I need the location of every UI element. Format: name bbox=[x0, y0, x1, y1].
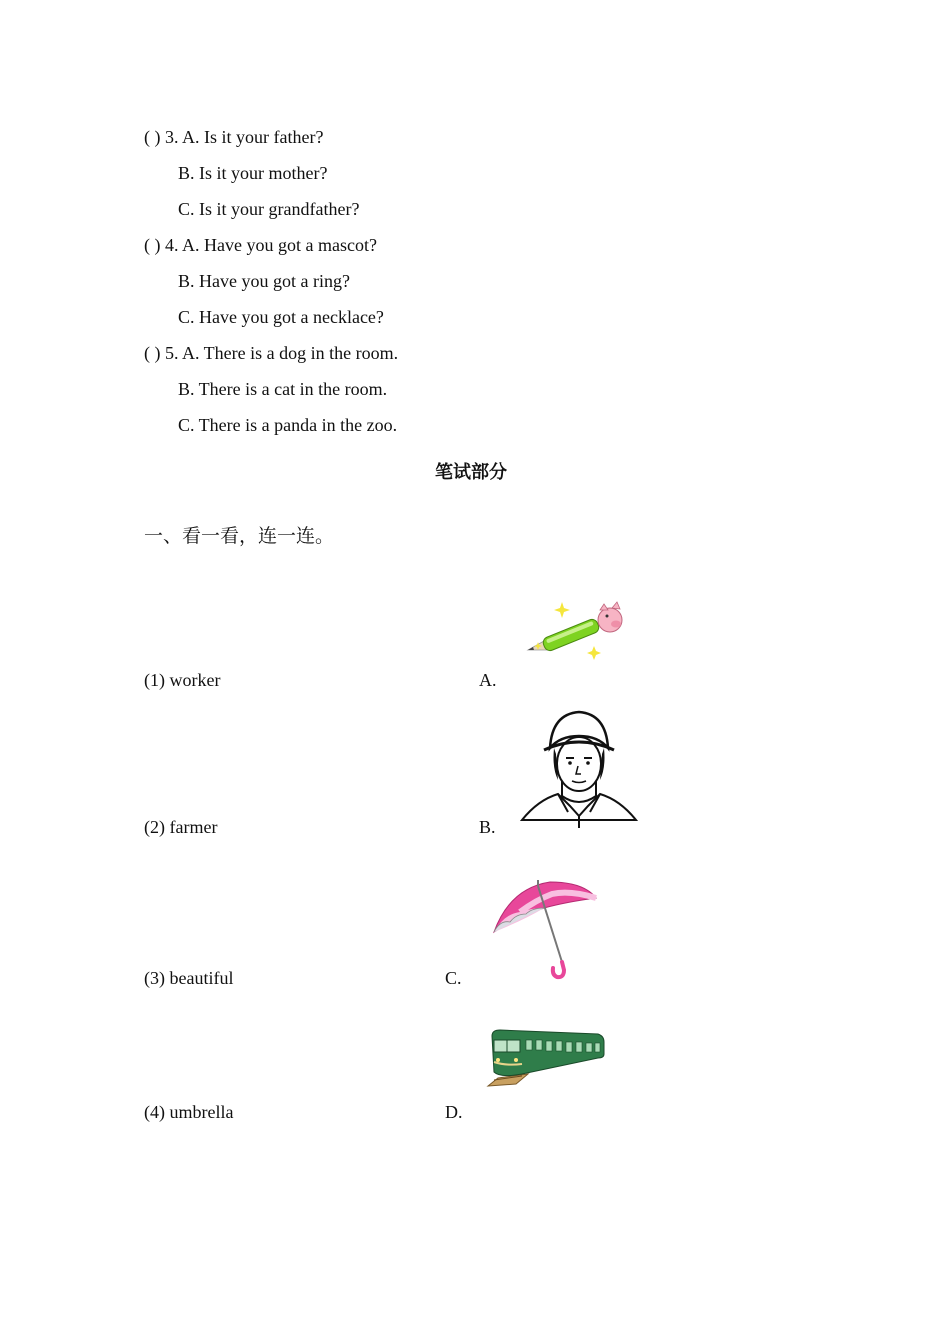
written-section-title: 笔试部分 bbox=[435, 462, 507, 483]
match-letter-b: B. bbox=[479, 817, 496, 837]
match-letter-c: C. bbox=[445, 968, 462, 988]
q3-option-c: C. Is it your grandfather? bbox=[178, 199, 360, 219]
match-word-4: (4) umbrella bbox=[144, 1102, 234, 1122]
match-word-1: (1) worker bbox=[144, 670, 221, 690]
umbrella-icon bbox=[486, 878, 602, 980]
worker-portrait bbox=[518, 708, 640, 830]
q4-option-b: B. Have you got a ring? bbox=[178, 271, 350, 291]
q4-stem: ( ) 4. A. Have you got a mascot? bbox=[144, 235, 377, 255]
q5-option-b: B. There is a cat in the room. bbox=[178, 379, 388, 399]
q5-option-c: C. There is a panda in the zoo. bbox=[178, 415, 398, 435]
q3-stem: ( ) 3. A. Is it your father? bbox=[144, 127, 324, 147]
match-letter-d: D. bbox=[445, 1102, 463, 1122]
q4-option-c: C. Have you got a necklace? bbox=[178, 307, 384, 327]
match-letter-a: A. bbox=[479, 670, 497, 690]
pencil-icon bbox=[524, 598, 632, 668]
match-word-3: (3) beautiful bbox=[144, 968, 234, 988]
q3-option-b: B. Is it your mother? bbox=[178, 163, 328, 183]
section1-title: 一、看一看，连一连。 bbox=[144, 525, 335, 547]
q5-stem: ( ) 5. A. There is a dog in the room. bbox=[144, 343, 399, 363]
match-word-2: (2) farmer bbox=[144, 817, 218, 837]
train-icon bbox=[486, 1026, 606, 1094]
